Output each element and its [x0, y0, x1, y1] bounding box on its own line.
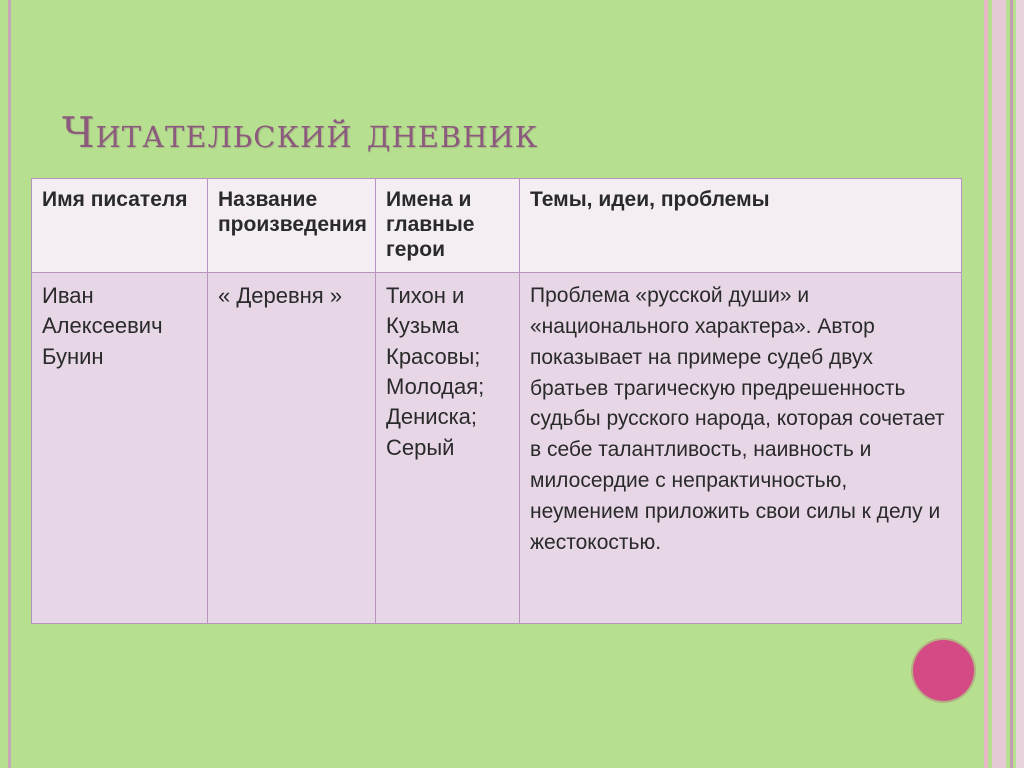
cell-themes: Проблема «русской души» и «национального характера». Автор показывает на примере судеб двух братьев трагическую предрешенность судьбы русского народа, которая сочетает в себе талантливость, наивность и милосердие с непрактичностью, неумением приложить свои силы к делу и жестокостью.: [520, 273, 962, 624]
cell-work-title: « Деревня »: [208, 273, 376, 624]
border-stripe: [992, 0, 1006, 768]
cell-author: Иван Алексеевич Бунин: [32, 273, 208, 624]
header-characters: Имена и главные герои: [376, 179, 520, 273]
header-themes: Темы, идеи, проблемы: [520, 179, 962, 273]
header-author: Имя писателя: [32, 179, 208, 273]
table-header-row: [32, 179, 962, 273]
border-stripe: [984, 0, 988, 768]
slide-frame-left: [8, 0, 11, 768]
border-stripe: [1010, 0, 1013, 768]
cell-characters: Тихон и Кузьма Красовы; Молодая; Дениска; Серый: [376, 273, 520, 624]
decorative-circle: [913, 640, 974, 701]
header-work-title: Название произведения: [208, 179, 376, 273]
table-row: [32, 273, 962, 624]
border-stripe: [1016, 0, 1024, 768]
slide-title: Читательский дневник: [62, 108, 539, 157]
reading-diary-table: [31, 178, 962, 624]
decorative-border-right: [982, 0, 1024, 768]
